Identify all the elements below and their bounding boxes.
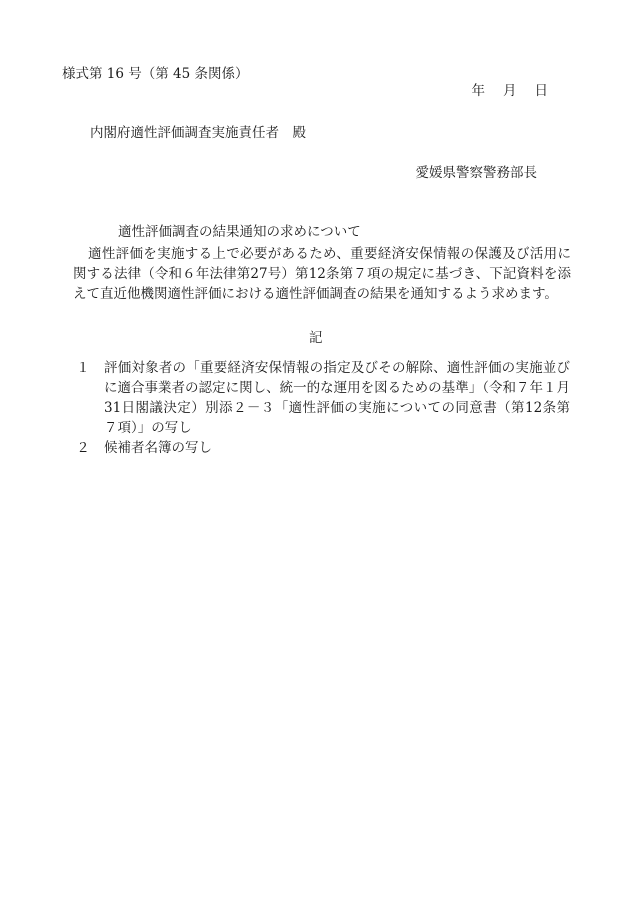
addressee: 内閣府適性評価調査実施責任者 殿 <box>90 125 306 141</box>
date-day: 日 <box>534 83 548 99</box>
list-item <box>70 438 564 458</box>
form-number: 様式第 16 号（第 45 条関係） <box>62 66 249 82</box>
subject-title: 適性評価調査の結果通知の求めについて <box>118 224 361 240</box>
list-item-text: 候補者名簿の写し <box>104 440 212 456</box>
list-item <box>70 358 570 438</box>
ki-heading: 記 <box>309 330 323 346</box>
list-item-number: １ <box>76 360 90 376</box>
date-month: 月 <box>503 83 517 99</box>
list-item-text: 評価対象者の「重要経済安保情報の指定及びその解除、適性評価の実施並びに適合事業者の認定に関し、統一的な運用を図るための基準」（令和７年１月31日閣議決定）別添２－３「適性評価の実施についての同意書（第12条第７項）」の写し <box>104 360 570 436</box>
body-paragraph: 適性評価を実施する上で必要があるため、重要経済安保情報の保護及び活用に関する法律（令和６年法律第27号）第12条第７項の規定に基づき、下記資料を添えて直近他機関適性評価における適性評価調査の結果を通知するよう求めます。 <box>73 246 571 302</box>
date-line <box>472 85 549 99</box>
date-year: 年 <box>471 83 485 99</box>
list-item-number: ２ <box>76 440 90 456</box>
sender: 愛媛県警察警務部長 <box>415 165 537 181</box>
